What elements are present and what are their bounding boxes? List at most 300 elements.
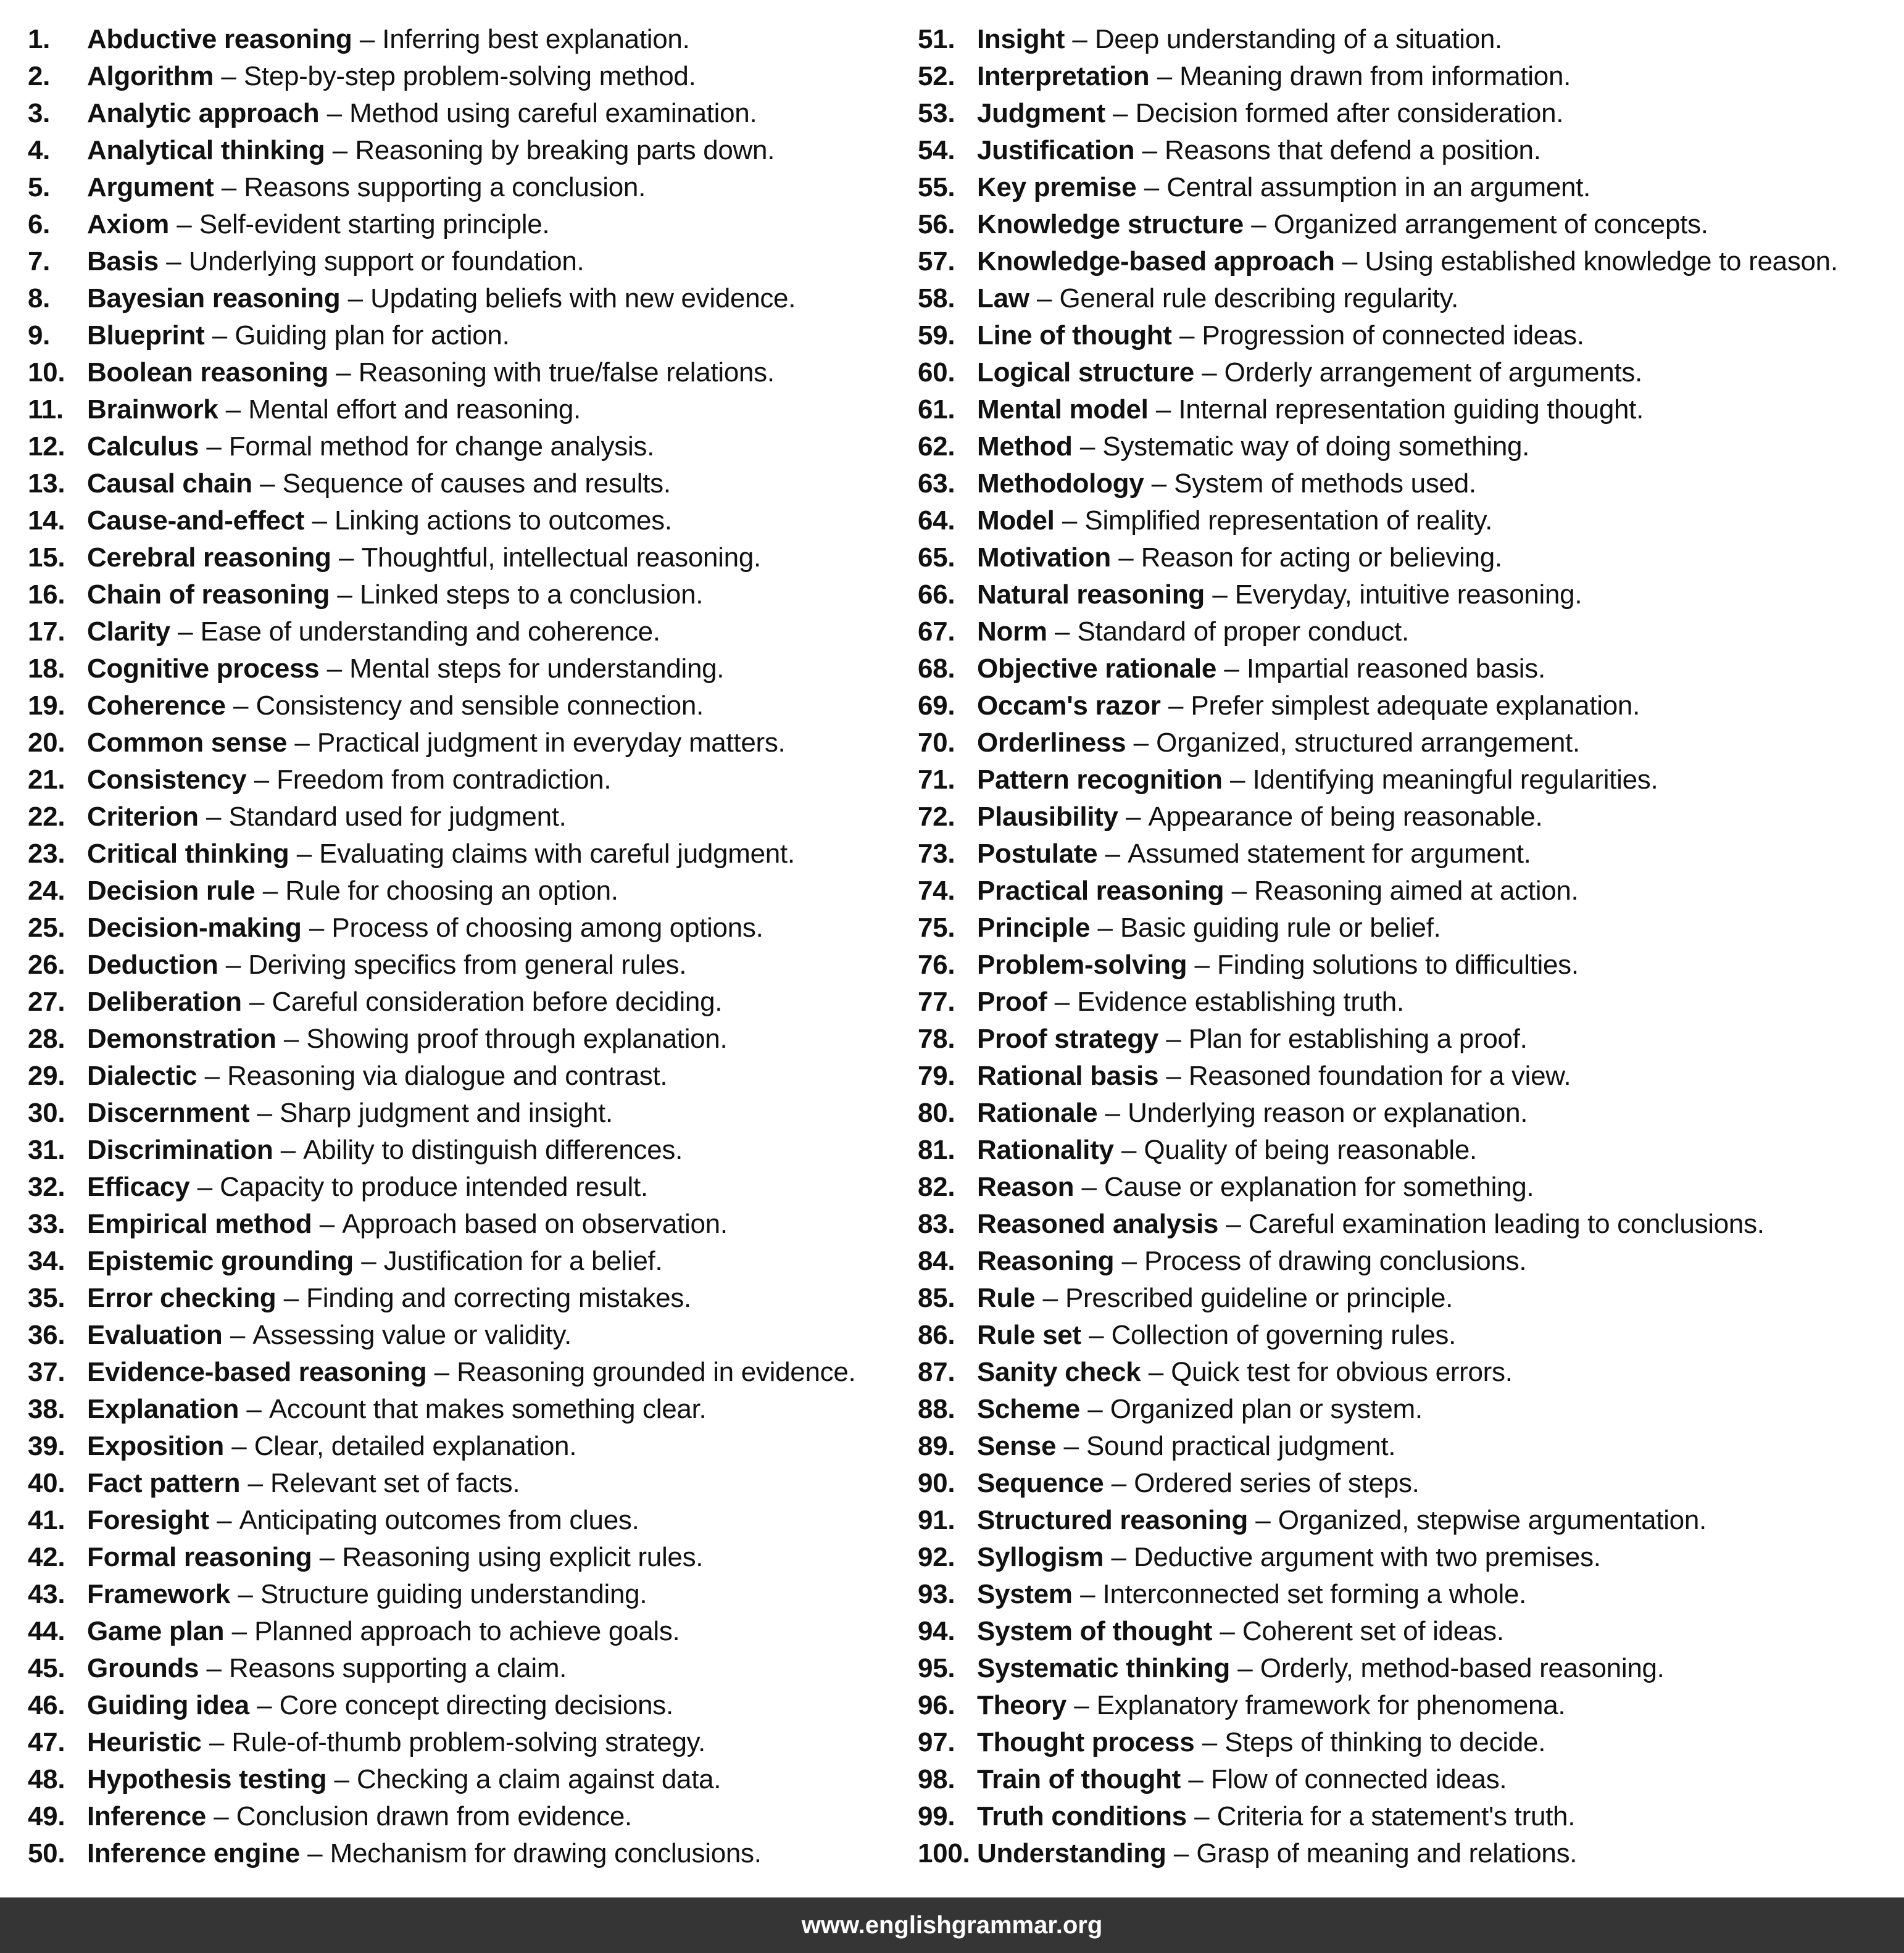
item-number: 7. bbox=[28, 246, 51, 276]
item-definition: Ability to distinguish differences. bbox=[303, 1135, 683, 1165]
item-separator: – bbox=[294, 728, 310, 758]
item-term: Rationale bbox=[977, 1098, 1098, 1128]
item-number: 30. bbox=[28, 1098, 65, 1128]
list-item bbox=[918, 1761, 1899, 1798]
item-number: 25. bbox=[28, 913, 65, 943]
item-number: 14. bbox=[28, 505, 65, 536]
list-item bbox=[28, 539, 904, 576]
list-item bbox=[28, 1650, 904, 1687]
list-item bbox=[918, 428, 1899, 465]
item-separator: – bbox=[1194, 950, 1210, 980]
item-term: Evaluation bbox=[87, 1320, 223, 1350]
item-separator: – bbox=[1179, 320, 1195, 350]
list-item bbox=[28, 1354, 904, 1391]
list-item bbox=[28, 1835, 904, 1872]
list-item bbox=[28, 1613, 904, 1650]
list-item bbox=[918, 1835, 1899, 1872]
item-number: 59. bbox=[918, 320, 955, 350]
item-number: 68. bbox=[918, 653, 955, 684]
list-item bbox=[918, 1687, 1899, 1724]
item-definition: Formal method for change analysis. bbox=[228, 431, 655, 462]
item-separator: – bbox=[197, 1172, 212, 1202]
item-number: 15. bbox=[28, 542, 65, 573]
item-term: System bbox=[977, 1579, 1073, 1609]
item-definition: Account that makes something clear. bbox=[268, 1394, 707, 1424]
item-definition: Planned approach to achieve goals. bbox=[254, 1616, 680, 1646]
item-term: Heuristic bbox=[87, 1727, 202, 1757]
item-separator: – bbox=[1074, 1690, 1089, 1720]
item-number: 22. bbox=[28, 802, 65, 832]
item-term: Decision rule bbox=[87, 876, 256, 906]
list-item bbox=[918, 1428, 1899, 1465]
item-separator: – bbox=[1148, 1357, 1163, 1387]
item-number: 50. bbox=[28, 1838, 65, 1868]
item-number: 55. bbox=[918, 172, 955, 202]
item-number: 60. bbox=[918, 357, 955, 388]
item-term: Rationality bbox=[977, 1135, 1114, 1165]
item-term: Boolean reasoning bbox=[87, 357, 328, 388]
item-term: Key premise bbox=[977, 172, 1137, 202]
item-term: Deduction bbox=[87, 950, 218, 980]
item-separator: – bbox=[1121, 1246, 1137, 1276]
item-number: 43. bbox=[28, 1579, 65, 1609]
item-number: 31. bbox=[28, 1135, 65, 1165]
item-term: Systematic thinking bbox=[977, 1653, 1230, 1683]
list-item bbox=[28, 1280, 904, 1317]
item-term: Abductive reasoning bbox=[87, 24, 352, 54]
item-definition: Identifying meaningful regularities. bbox=[1252, 765, 1658, 795]
item-definition: Orderly arrangement of arguments. bbox=[1224, 357, 1642, 388]
item-number: 100. bbox=[918, 1838, 970, 1868]
list-item bbox=[918, 21, 1899, 58]
item-number: 52. bbox=[918, 61, 955, 91]
item-term: Epistemic grounding bbox=[87, 1246, 354, 1276]
item-number: 96. bbox=[918, 1690, 955, 1720]
item-term: Framework bbox=[87, 1579, 231, 1609]
item-term: Rule set bbox=[977, 1320, 1081, 1350]
item-separator: – bbox=[1151, 468, 1166, 499]
item-number: 23. bbox=[28, 839, 65, 869]
item-definition: Checking a claim against data. bbox=[357, 1764, 721, 1794]
item-number: 87. bbox=[918, 1357, 955, 1387]
item-separator: – bbox=[1111, 1542, 1126, 1572]
item-term: Discrimination bbox=[87, 1135, 273, 1165]
item-separator: – bbox=[1142, 135, 1157, 165]
item-definition: Careful consideration before deciding. bbox=[272, 987, 723, 1017]
list-item bbox=[28, 280, 904, 317]
item-separator: – bbox=[326, 653, 342, 684]
list-item bbox=[28, 1132, 904, 1169]
list-item bbox=[28, 502, 904, 539]
item-number: 58. bbox=[918, 283, 955, 313]
footer-site-url: www.englishgrammar.org bbox=[801, 1911, 1103, 1939]
item-separator: – bbox=[249, 987, 265, 1017]
item-separator: – bbox=[336, 357, 351, 388]
item-separator: – bbox=[231, 1616, 247, 1646]
item-separator: – bbox=[260, 468, 275, 499]
item-definition: Capacity to produce intended result. bbox=[220, 1172, 648, 1202]
item-definition: Meaning drawn from information. bbox=[1179, 61, 1571, 91]
list-item bbox=[28, 873, 904, 910]
item-separator: – bbox=[257, 1690, 272, 1720]
item-definition: Assessing value or validity. bbox=[252, 1320, 572, 1350]
item-separator: – bbox=[332, 135, 347, 165]
item-number: 65. bbox=[918, 542, 955, 573]
item-number: 69. bbox=[918, 690, 955, 721]
item-separator: – bbox=[1157, 61, 1172, 91]
item-term: Rational basis bbox=[977, 1061, 1159, 1091]
item-term: Game plan bbox=[87, 1616, 225, 1646]
item-term: Norm bbox=[977, 616, 1047, 647]
item-number: 63. bbox=[918, 468, 955, 499]
item-definition: Reasoning aimed at action. bbox=[1254, 876, 1579, 906]
item-term: Reasoning bbox=[977, 1246, 1115, 1276]
word-list-left-column bbox=[28, 21, 904, 1872]
item-number: 83. bbox=[918, 1209, 955, 1239]
item-number: 2. bbox=[28, 61, 51, 91]
list-item bbox=[28, 761, 904, 798]
item-number: 71. bbox=[918, 765, 955, 795]
item-separator: – bbox=[283, 1283, 299, 1313]
item-term: Discernment bbox=[87, 1098, 250, 1128]
item-term: Deliberation bbox=[87, 987, 242, 1017]
item-definition: Basic guiding rule or belief. bbox=[1120, 913, 1441, 943]
item-number: 3. bbox=[28, 98, 51, 128]
item-separator: – bbox=[1173, 1838, 1189, 1868]
item-number: 9. bbox=[28, 320, 51, 350]
item-definition: Finding solutions to difficulties. bbox=[1217, 950, 1579, 980]
item-term: System of thought bbox=[977, 1616, 1213, 1646]
item-definition: Sound practical judgment. bbox=[1086, 1431, 1396, 1461]
item-term: Calculus bbox=[87, 431, 199, 462]
item-term: Line of thought bbox=[977, 320, 1172, 350]
item-definition: Self-evident starting principle. bbox=[199, 209, 550, 239]
item-term: Efficacy bbox=[87, 1172, 190, 1202]
item-separator: – bbox=[1113, 98, 1128, 128]
item-definition: Reasoning using explicit rules. bbox=[342, 1542, 704, 1572]
item-definition: Relevant set of facts. bbox=[270, 1468, 520, 1498]
item-term: Fact pattern bbox=[87, 1468, 241, 1498]
item-separator: – bbox=[209, 1727, 225, 1757]
item-number: 28. bbox=[28, 1024, 65, 1054]
item-separator: – bbox=[338, 542, 354, 573]
item-separator: – bbox=[1111, 1468, 1126, 1498]
item-number: 84. bbox=[918, 1246, 955, 1276]
list-item bbox=[918, 1243, 1899, 1280]
list-item bbox=[28, 1761, 904, 1798]
item-separator: – bbox=[212, 320, 227, 350]
item-definition: Linking actions to outcomes. bbox=[334, 505, 672, 536]
item-definition: Sharp judgment and insight. bbox=[280, 1098, 613, 1128]
item-separator: – bbox=[296, 839, 312, 869]
list-item bbox=[28, 910, 904, 947]
item-definition: Reasoning by breaking parts down. bbox=[355, 135, 775, 165]
list-item bbox=[918, 354, 1899, 391]
item-term: Argument bbox=[87, 172, 214, 202]
list-item bbox=[28, 1502, 904, 1539]
item-number: 49. bbox=[28, 1801, 65, 1831]
item-definition: Everyday, intuitive reasoning. bbox=[1234, 579, 1582, 610]
item-number: 21. bbox=[28, 765, 65, 795]
item-term: Consistency bbox=[87, 765, 247, 795]
item-separator: – bbox=[1126, 802, 1141, 832]
item-number: 35. bbox=[28, 1283, 65, 1313]
item-separator: – bbox=[257, 1098, 272, 1128]
item-separator: – bbox=[1081, 1172, 1097, 1202]
list-item bbox=[28, 1317, 904, 1354]
item-term: Evidence-based reasoning bbox=[87, 1357, 427, 1387]
item-term: Explanation bbox=[87, 1394, 239, 1424]
item-separator: – bbox=[347, 283, 363, 313]
item-definition: Deep understanding of a situation. bbox=[1094, 24, 1502, 54]
item-definition: Guiding plan for action. bbox=[235, 320, 510, 350]
item-separator: – bbox=[206, 802, 222, 832]
item-term: Algorithm bbox=[87, 61, 214, 91]
item-number: 20. bbox=[28, 728, 65, 758]
item-separator: – bbox=[1105, 839, 1120, 869]
list-item bbox=[28, 1391, 904, 1428]
item-number: 12. bbox=[28, 431, 65, 462]
list-item bbox=[28, 354, 904, 391]
item-number: 46. bbox=[28, 1690, 65, 1720]
item-term: Exposition bbox=[87, 1431, 224, 1461]
item-term: Truth conditions bbox=[977, 1801, 1187, 1831]
list-item bbox=[918, 1317, 1899, 1354]
item-term: Occam's razor bbox=[977, 690, 1161, 721]
item-number: 42. bbox=[28, 1542, 65, 1572]
item-definition: Quick test for obvious errors. bbox=[1171, 1357, 1513, 1387]
item-definition: Conclusion drawn from evidence. bbox=[236, 1801, 632, 1831]
item-number: 90. bbox=[918, 1468, 955, 1498]
item-separator: – bbox=[1054, 987, 1070, 1017]
item-separator: – bbox=[1063, 1431, 1079, 1461]
list-item bbox=[918, 206, 1899, 243]
list-item bbox=[918, 687, 1899, 724]
item-definition: Progression of connected ideas. bbox=[1202, 320, 1584, 350]
item-term: Empirical method bbox=[87, 1209, 312, 1239]
item-term: Knowledge-based approach bbox=[977, 246, 1335, 276]
item-separator: – bbox=[1037, 283, 1052, 313]
item-definition: Reasoning grounded in evidence. bbox=[457, 1357, 856, 1387]
item-definition: Explanatory framework for phenomena. bbox=[1096, 1690, 1566, 1720]
list-item bbox=[28, 1169, 904, 1206]
item-separator: – bbox=[1089, 1320, 1104, 1350]
list-item bbox=[28, 1465, 904, 1502]
item-separator: – bbox=[1255, 1505, 1271, 1535]
list-item bbox=[28, 1724, 904, 1761]
list-item bbox=[918, 761, 1899, 798]
item-separator: – bbox=[1118, 542, 1134, 573]
item-term: Theory bbox=[977, 1690, 1066, 1720]
list-item bbox=[918, 502, 1899, 539]
list-item bbox=[918, 1280, 1899, 1317]
list-item bbox=[918, 724, 1899, 761]
item-term: Pattern recognition bbox=[977, 765, 1223, 795]
item-number: 32. bbox=[28, 1172, 65, 1202]
item-separator: – bbox=[1166, 1061, 1181, 1091]
item-definition: Approach based on observation. bbox=[342, 1209, 728, 1239]
word-list-right-column bbox=[918, 21, 1899, 1872]
list-item bbox=[918, 280, 1899, 317]
item-definition: Justification for a belief. bbox=[383, 1246, 663, 1276]
list-item bbox=[28, 724, 904, 761]
item-number: 79. bbox=[918, 1061, 955, 1091]
item-definition: Underlying support or foundation. bbox=[188, 246, 584, 276]
list-item bbox=[918, 1391, 1899, 1428]
item-definition: Process of drawing conclusions. bbox=[1144, 1246, 1527, 1276]
item-separator: – bbox=[206, 431, 222, 462]
item-separator: – bbox=[1231, 876, 1247, 906]
list-item bbox=[28, 391, 904, 428]
item-definition: Systematic way of doing something. bbox=[1102, 431, 1530, 462]
item-separator: – bbox=[217, 1505, 232, 1535]
item-term: Inference engine bbox=[87, 1838, 300, 1868]
item-separator: – bbox=[1229, 765, 1245, 795]
item-separator: – bbox=[214, 1801, 229, 1831]
list-item bbox=[918, 576, 1899, 613]
item-definition: Practical judgment in everyday matters. bbox=[317, 728, 786, 758]
item-separator: – bbox=[1202, 1727, 1217, 1757]
item-term: Reasoned analysis bbox=[977, 1209, 1219, 1239]
item-separator: – bbox=[247, 1468, 263, 1498]
item-number: 91. bbox=[918, 1505, 955, 1535]
item-definition: Interconnected set forming a whole. bbox=[1102, 1579, 1527, 1609]
item-term: Causal chain bbox=[87, 468, 252, 499]
item-number: 44. bbox=[28, 1616, 65, 1646]
item-number: 82. bbox=[918, 1172, 955, 1202]
list-item bbox=[28, 576, 904, 613]
item-definition: Criteria for a statement's truth. bbox=[1216, 1801, 1576, 1831]
item-term: Natural reasoning bbox=[977, 579, 1205, 610]
item-separator: – bbox=[254, 765, 269, 795]
list-item bbox=[918, 1206, 1899, 1243]
item-term: Foresight bbox=[87, 1505, 209, 1535]
item-definition: Cause or explanation for something. bbox=[1104, 1172, 1534, 1202]
item-definition: System of methods used. bbox=[1174, 468, 1476, 499]
item-term: Law bbox=[977, 283, 1029, 313]
item-term: Principle bbox=[977, 913, 1091, 943]
item-number: 36. bbox=[28, 1320, 65, 1350]
item-number: 26. bbox=[28, 950, 65, 980]
list-item bbox=[28, 95, 904, 132]
item-definition: Reasoning via dialogue and contrast. bbox=[227, 1061, 668, 1091]
item-term: Insight bbox=[977, 24, 1065, 54]
list-item bbox=[28, 1206, 904, 1243]
item-number: 6. bbox=[28, 209, 51, 239]
item-number: 39. bbox=[28, 1431, 65, 1461]
item-separator: – bbox=[1042, 1283, 1058, 1313]
item-definition: Organized, stepwise argumentation. bbox=[1278, 1505, 1707, 1535]
item-term: Hypothesis testing bbox=[87, 1764, 327, 1794]
item-separator: – bbox=[326, 98, 342, 128]
item-number: 85. bbox=[918, 1283, 955, 1313]
list-item bbox=[918, 1613, 1899, 1650]
item-separator: – bbox=[230, 1320, 245, 1350]
item-definition: Deriving specifics from general rules. bbox=[248, 950, 687, 980]
item-separator: – bbox=[231, 1431, 247, 1461]
item-number: 33. bbox=[28, 1209, 65, 1239]
item-number: 78. bbox=[918, 1024, 955, 1054]
item-definition: Thoughtful, intellectual reasoning. bbox=[361, 542, 761, 573]
item-separator: – bbox=[1155, 394, 1171, 425]
list-item bbox=[918, 391, 1899, 428]
item-number: 11. bbox=[28, 394, 64, 425]
item-separator: – bbox=[1251, 209, 1266, 239]
item-definition: Reason for acting or believing. bbox=[1141, 542, 1502, 573]
list-item bbox=[918, 873, 1899, 910]
item-definition: Prefer simplest adequate explanation. bbox=[1191, 690, 1640, 721]
item-term: Reason bbox=[977, 1172, 1075, 1202]
item-number: 61. bbox=[918, 394, 955, 425]
item-definition: Consistency and sensible connection. bbox=[256, 690, 704, 721]
item-definition: Linked steps to a conclusion. bbox=[359, 579, 704, 610]
item-term: Methodology bbox=[977, 468, 1144, 499]
item-term: Syllogism bbox=[977, 1542, 1104, 1572]
item-term: Common sense bbox=[87, 728, 288, 758]
item-term: Blueprint bbox=[87, 320, 205, 350]
item-definition: Evidence establishing truth. bbox=[1077, 987, 1404, 1017]
item-separator: – bbox=[246, 1394, 262, 1424]
item-separator: – bbox=[1062, 505, 1078, 536]
item-definition: Inferring best explanation. bbox=[382, 24, 690, 54]
item-definition: Rule-of-thumb problem-solving strategy. bbox=[231, 1727, 705, 1757]
item-definition: Quality of being reasonable. bbox=[1144, 1135, 1477, 1165]
item-number: 86. bbox=[918, 1320, 955, 1350]
item-term: Motivation bbox=[977, 542, 1111, 573]
list-item bbox=[28, 1576, 904, 1613]
item-term: Cause-and-effect bbox=[87, 505, 305, 536]
item-definition: Steps of thinking to decide. bbox=[1224, 1727, 1546, 1757]
item-number: 24. bbox=[28, 876, 65, 906]
item-definition: Internal representation guiding thought. bbox=[1178, 394, 1644, 425]
item-term: Interpretation bbox=[977, 61, 1150, 91]
list-item bbox=[28, 687, 904, 724]
item-separator: – bbox=[319, 1542, 335, 1572]
item-definition: Organized arrangement of concepts. bbox=[1273, 209, 1708, 239]
list-item bbox=[28, 947, 904, 984]
item-separator: – bbox=[334, 1764, 349, 1794]
item-number: 70. bbox=[918, 728, 955, 758]
list-item bbox=[28, 650, 904, 687]
list-item bbox=[28, 984, 904, 1021]
list-item bbox=[28, 428, 904, 465]
list-item bbox=[918, 1354, 1899, 1391]
item-definition: General rule describing regularity. bbox=[1059, 283, 1459, 313]
item-term: Formal reasoning bbox=[87, 1542, 312, 1572]
list-item bbox=[918, 613, 1899, 650]
item-separator: – bbox=[166, 246, 181, 276]
item-separator: – bbox=[1212, 579, 1228, 610]
item-term: Mental model bbox=[977, 394, 1149, 425]
item-separator: – bbox=[225, 394, 241, 425]
item-separator: – bbox=[1144, 172, 1159, 202]
item-separator: – bbox=[283, 1024, 299, 1054]
item-term: Train of thought bbox=[977, 1764, 1181, 1794]
item-separator: – bbox=[312, 505, 327, 536]
item-term: Method bbox=[977, 431, 1073, 462]
item-definition: Plan for establishing a proof. bbox=[1188, 1024, 1528, 1054]
item-number: 41. bbox=[28, 1505, 65, 1535]
item-separator: – bbox=[1166, 1024, 1181, 1054]
item-term: Coherence bbox=[87, 690, 226, 721]
item-separator: – bbox=[262, 876, 278, 906]
item-definition: Sequence of causes and results. bbox=[282, 468, 671, 499]
item-definition: Ordered series of steps. bbox=[1134, 1468, 1420, 1498]
item-definition: Rule for choosing an option. bbox=[285, 876, 618, 906]
item-number: 29. bbox=[28, 1061, 65, 1091]
item-term: Analytical thinking bbox=[87, 135, 325, 165]
item-term: Bayesian reasoning bbox=[87, 283, 341, 313]
